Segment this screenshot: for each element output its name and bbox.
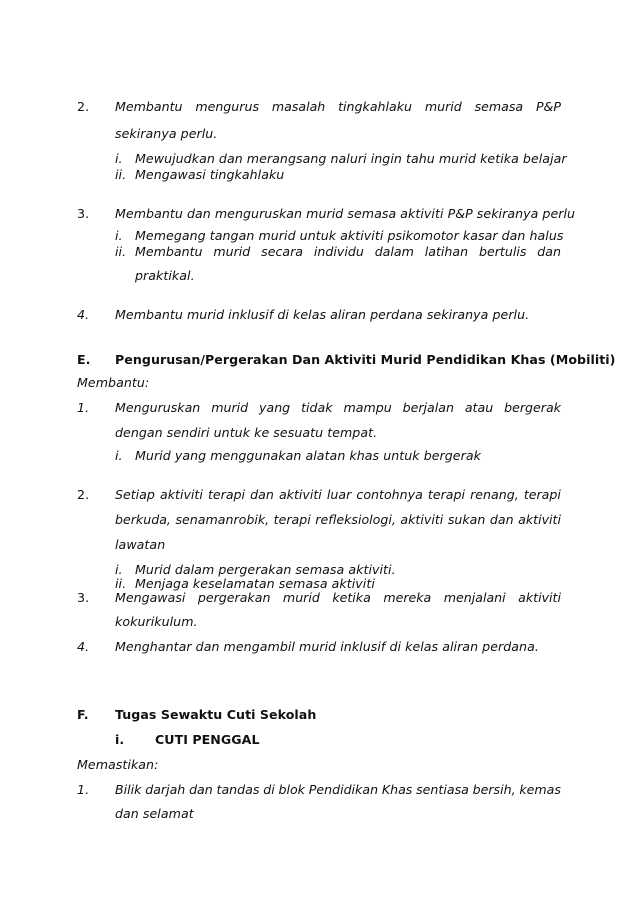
word: Menguruskan: [115, 400, 201, 415]
e2-sub-2-roman: ii.: [115, 576, 127, 591]
e1-sub-roman: i.: [115, 448, 123, 463]
section-e-letter: E.: [77, 352, 91, 367]
item-2-sub-2-text: Mengawasi tingkahlaku: [135, 167, 285, 182]
word: latihan: [424, 244, 469, 259]
word: tandas: [216, 782, 260, 797]
word: Bilik: [115, 782, 142, 797]
e3-line-1: [115, 590, 561, 606]
section-e-title: Pengurusan/Pergerakan Dan Aktiviti Murid Pendidikan Khas (Mobiliti): [115, 352, 616, 367]
word: terapi: [207, 487, 246, 502]
section-f-intro: Memastikan:: [77, 757, 159, 772]
word: mereka: [383, 590, 432, 605]
e2-number: 2.: [77, 487, 90, 502]
word: bertulis: [478, 244, 527, 259]
e1-line-1: [115, 400, 561, 416]
word: aktiviti: [400, 512, 444, 527]
e2-line-1: [115, 487, 561, 503]
f1-line-1: [115, 782, 561, 798]
word: di: [263, 782, 275, 797]
e2-sub-2-text: Menjaga keselamatan semasa aktiviti: [135, 576, 375, 591]
word: dan: [489, 512, 514, 527]
word: Mengawasi: [115, 590, 186, 605]
item-3-line-1: Membantu dan menguruskan murid semasa aktiviti P&P sekiranya perlu: [115, 206, 576, 221]
section-f-title: Tugas Sewaktu Cuti Sekolah: [115, 707, 317, 722]
word: tingkahlaku: [338, 99, 413, 114]
word: dan: [189, 782, 213, 797]
word: murid: [282, 590, 320, 605]
word: berkuda,: [115, 512, 171, 527]
word: berjalan: [402, 400, 454, 415]
word: murid: [213, 244, 251, 259]
word: menjalani: [443, 590, 506, 605]
word: Pendidikan: [308, 782, 379, 797]
word: Membantu: [135, 244, 203, 259]
item-3-sub-2-roman: ii.: [115, 244, 127, 259]
word: kemas: [519, 782, 561, 797]
word: sukan: [447, 512, 486, 527]
e1-sub-text: Murid yang menggunakan alatan khas untuk bergerak: [135, 448, 481, 463]
word: terapi: [523, 487, 561, 502]
word: dalam: [374, 244, 414, 259]
word: Khas: [381, 782, 413, 797]
item-3-number: 3.: [77, 206, 90, 221]
item-3-sub-1-roman: i.: [115, 228, 123, 243]
e3-line-2: kokurikulum.: [115, 614, 198, 629]
e3-number: 3.: [77, 590, 90, 605]
item-3-sub-2-line-2: praktikal.: [135, 268, 195, 283]
section-f-sub-roman: i.: [115, 732, 125, 747]
word: terapi: [427, 487, 465, 502]
e2-sub-1-roman: i.: [115, 562, 123, 577]
section-f-sub-title: CUTI PENGGAL: [155, 732, 260, 747]
section-e-intro: Membantu:: [77, 375, 150, 390]
e2-line-3: lawatan: [115, 537, 166, 552]
word: yang: [259, 400, 291, 415]
word: aktiviti: [518, 512, 561, 527]
word: bergerak: [504, 400, 561, 415]
word: murid: [211, 400, 249, 415]
word: bersih,: [472, 782, 516, 797]
word: individu: [313, 244, 364, 259]
item-4-number: 4.: [77, 307, 90, 322]
item-3-sub-1-text: Memegang tangan murid untuk aktiviti psikomotor kasar dan halus: [135, 228, 564, 243]
word: Membantu: [115, 99, 183, 114]
word: senamanrobik,: [175, 512, 270, 527]
word: Setiap: [115, 487, 155, 502]
word: sentiasa: [416, 782, 469, 797]
f1-number: 1.: [77, 782, 90, 797]
word: dan: [250, 487, 274, 502]
word: refleksiologi,: [315, 512, 396, 527]
word: contohnya: [356, 487, 423, 502]
e2-line-2: [115, 512, 561, 528]
e1-line-2: dengan sendiri untuk ke sesuatu tempat.: [115, 425, 378, 440]
word: terapi: [273, 512, 311, 527]
section-f-letter: F.: [77, 707, 89, 722]
item-2-sub-2-roman: ii.: [115, 167, 127, 182]
item-2-sub-1-roman: i.: [115, 151, 123, 166]
item-2-number: 2.: [77, 99, 90, 114]
item-2-sub-1-text: Mewujudkan dan merangsang naluri ingin tahu murid ketika belajar: [135, 151, 567, 166]
word: aktiviti: [278, 487, 322, 502]
word: mampu: [343, 400, 392, 415]
word: tidak: [301, 400, 333, 415]
e1-number: 1.: [77, 400, 90, 415]
word: atau: [464, 400, 494, 415]
word: aktiviti: [160, 487, 203, 502]
e4-number: 4.: [77, 639, 90, 654]
word: semasa: [474, 99, 524, 114]
e2-sub-1-text: Murid dalam pergerakan semasa aktiviti.: [135, 562, 396, 577]
f1-line-2: dan selamat: [115, 806, 194, 821]
item-3-sub-2-line-1: [135, 244, 561, 260]
word: mengurus: [195, 99, 260, 114]
word: ketika: [332, 590, 371, 605]
word: luar: [326, 487, 352, 502]
word: masalah: [271, 99, 326, 114]
word: murid: [424, 99, 462, 114]
word: P&P: [535, 99, 561, 114]
item-4-text: Membantu murid inklusif di kelas aliran perdana sekiranya perlu.: [115, 307, 530, 322]
word: aktiviti: [518, 590, 561, 605]
word: dan: [537, 244, 561, 259]
item-2-line-2: sekiranya perlu.: [115, 126, 218, 141]
word: blok: [278, 782, 305, 797]
e4-text: Menghantar dan mengambil murid inklusif di kelas aliran perdana.: [115, 639, 539, 654]
word: renang,: [470, 487, 519, 502]
item-2-line-1: [115, 99, 561, 115]
word: pergerakan: [197, 590, 271, 605]
word: secara: [261, 244, 304, 259]
word: darjah: [145, 782, 186, 797]
